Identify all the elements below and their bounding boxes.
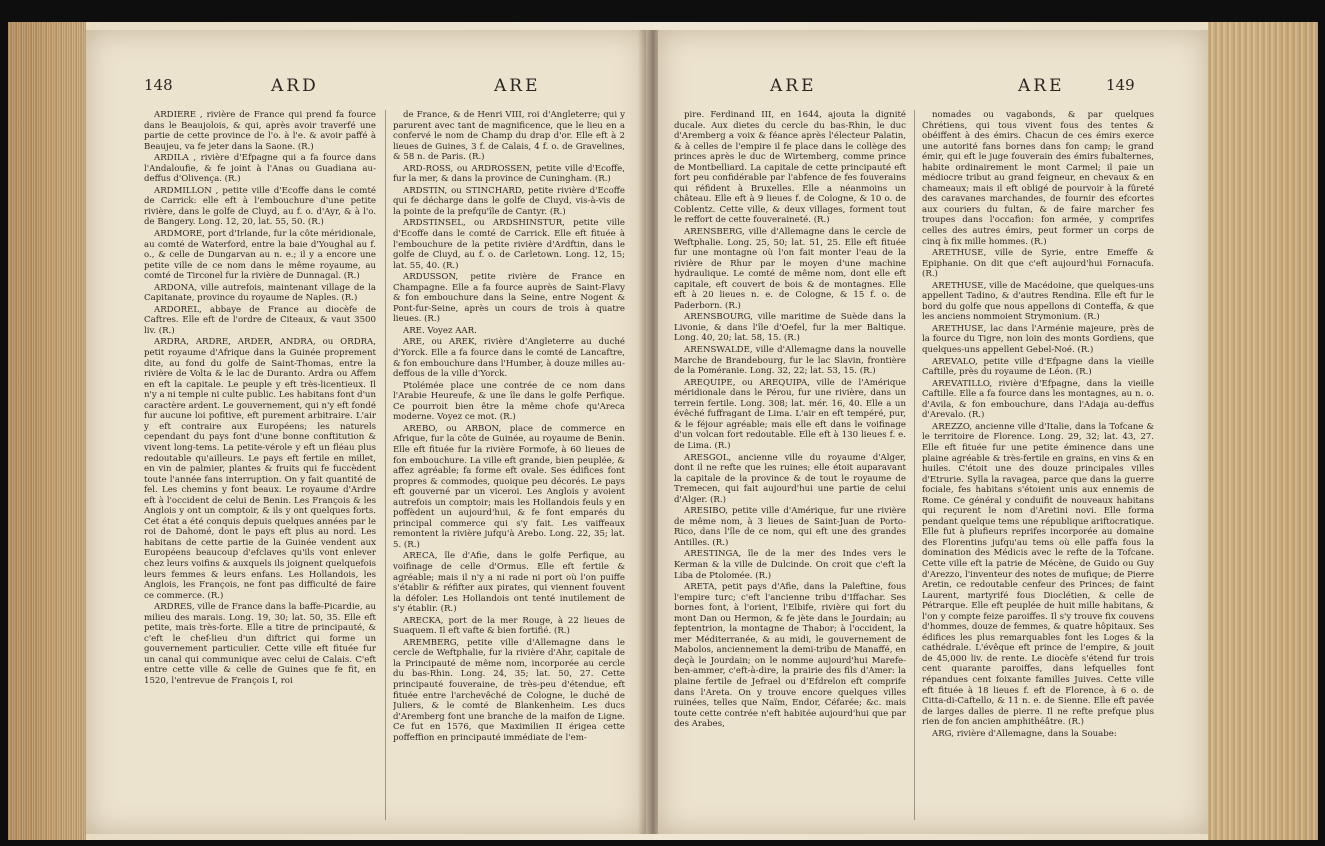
- dictionary-entry: de France, & de Henri VIII, roi d'Angleterre; qui y parurent avec tant de magnificence, que le lieu en a confervé le nom de Champ du drap d'or. Elle eft à 2 lieues de Guines, 3 f. de Calais, 4 f. o. de Gravelines, & 58 n. de Paris. (R.): [393, 110, 625, 163]
- right-page-header: [658, 76, 1208, 98]
- left-page-column-2: [393, 110, 625, 824]
- dictionary-entry: AREBO, ou ARBON, place de commerce en Afrique, fur la côte de Guinée, au royaume de Benin. Elle eft fituée fur la rivière Formofe, à 60 lieues de fon embouchure. La ville eft grande, bien peuplée, & affez agréable; fa forme eft ovale. Ses édifices font propres & commodes, quoique peu décorés. Le pays eft gouverné par un viceroi. Les Anglois y avoient autrefois un comptoir; mais les Hollandois feuls y en poffèdent un aujourd'hui, & fe font emparés du principal commerce qui s'y fait. Les vaiffeaux remontent la rivière jufqu'à Arebo. Long. 22, 35; lat. 5. (R.): [393, 423, 625, 550]
- dictionary-entry: ARESTINGA, île de la mer des Indes vers le Kerman & la ville de Dulcinde. On croit que c'eft la Liba de Ptolomée. (R.): [674, 549, 906, 581]
- dictionary-entry: ARDIERE , rivière de France qui prend fa fource dans le Beaujolois, & qui, après avoir traverfé une partie de cette province de l'o. à l'e. & avoir paffé à Beaujeu, va fe jeter dans la Saone. (R.): [144, 110, 376, 152]
- header-keyword-left: ARE: [770, 76, 817, 96]
- left-page: [86, 30, 646, 834]
- left-page-edges: [8, 22, 86, 840]
- dictionary-entry: ARECA, île d'Afie, dans le golfe Perfique, au voifinage de celle d'Ormus. Elle eft fertile & agréable; mais il n'y a ni rade ni port où l'on puiffe s'établir & réfifter aux pirates, qui viennent fouvent la défoler. Les Hollandois ont tenté inutilement de s'y établir. (R.): [393, 551, 625, 615]
- column-rule: [914, 110, 915, 820]
- dictionary-entry: AREVALO, petite ville d'Efpagne dans la vieille Caftille, près du royaume de Léon. (R.): [922, 356, 1154, 378]
- dictionary-entry: ARD-ROSS, ou ARDROSSEN, petite ville d'Ecoffe, fur la mer, & dans la province de Cuningham. (R.): [393, 163, 625, 185]
- dictionary-entry: ARETHUSE, ville de Syrie, entre Emeffe & Epiphanie. On dit que c'eft aujourd'hui Fornacufa. (R.): [922, 248, 1154, 280]
- dictionary-entry: ARETA, petit pays d'Afie, dans la Paleftine, fous l'empire turc; c'eft l'ancienne tribu d'Iffachar. Ses bornes font, à l'orient, l'Elbife, rivière qui fort du mont Dan ou Hermon, & fe jète dans le Jourdain; au feptentrion, la montagne de Thabor; à l'occident, la mer Méditerranée, & au midi, le gouvernement de Mabolos, anciennement la demi-tribu de Manaffé, en deçà le Jourdain; on le nomme aujourd'hui Marefe-ben-ammer, c'eft-à-dire, la prairie des fils d'Amer: la plaine fertile de Jefrael ou d'Efdrelon eft comprife dans l'Areta. On y trouve encore quelques villes ruinées, telles que Naïm, Endor, Céfarée; &c. mais toute cette contrée n'eft habitée aujourd'hui que par des Arabes,: [674, 582, 906, 730]
- dictionary-entry: ARDSTIN, ou STINCHARD, petite rivière d'Ecoffe qui fe décharge dans le golfe de Cluyd, vis-à-vis de la pointe de la prefqu'île de Cantyr. (R.): [393, 185, 625, 217]
- dictionary-entry: AREQUIPE, ou AREQUIPA, ville de l'Amérique méridionale dans le Pérou, fur une rivière, dans un terrein fertile. Long. 308; lat. mér. 16, 40. Elle a un évêché fuffragant de Lima. L'air en eft tempéré, pur, & le féjour agréable; mais elle eft dans le voifinage d'un volcan fort redoutable. Elle eft à 130 lieues f. e. de Lima. (R.): [674, 377, 906, 451]
- dictionary-entry: ARDSTINSEL, ou ARDSHINSTUR, petite ville d'Ecoffe dans le comté de Carrick. Elle eft fituée à l'embouchure de la petite rivière d'Ardftin, dans le golfe de Cluyd, au f. o. de Carletown. Long. 12, 15; lat. 55, 40. (R.): [393, 218, 625, 271]
- left-page-header: [86, 76, 646, 98]
- open-book: [8, 22, 1318, 840]
- right-page-column-1: [674, 110, 906, 824]
- right-page-edges: [1208, 22, 1318, 840]
- dictionary-entry: ARDMILLON , petite ville d'Ecoffe dans le comté de Carrick: elle eft à l'embouchure d'une petite rivière, dans le golfe de Cluyd, au f. o. d'Ayr, & à l'o. de Bangery. Long. 12, 20, lat. 55, 50. (R.): [144, 185, 376, 228]
- dictionary-entry: ARESGOL, ancienne ville du royaume d'Alger, dont il ne refte que les ruines; elle étoit auparavant la capitale de la province & de tout le royaume de Tremecen, qui fait aujourd'hui une partie de celui d'Alger. (R.): [674, 452, 906, 505]
- dictionary-entry: ARETHUSE, lac dans l'Arménie majeure, près de la fource du Tigre, non loin des monts Gordiens, que quelques-uns appellent Gebel-Noé. (R.): [922, 323, 1154, 356]
- dictionary-entry: ARE, ou AREK, rivière d'Angleterre au duché d'Yorck. Elle a fa fource dans le comté de Lancaftre, & fon embouchure dans l'Humber, à douze milles au-deffous de la ville d'Yorck.: [393, 337, 625, 380]
- dictionary-entry: AREVATILLO, rivière d'Efpagne, dans la vieille Caftille. Elle a fa fource dans les montagnes, au n. o. d'Avila, & fon embouchure, dans l'Adaja au-deffus d'Arevalo. (R.): [922, 378, 1154, 421]
- dictionary-entry: ARENSBOURG, ville maritime de Suède dans la Livonie, & dans l'île d'Oefel, fur la mer Baltique. Long. 40, 20; lat. 58, 15. (R.): [674, 312, 906, 344]
- dictionary-entry: ARENSWALDE, ville d'Allemagne dans la nouvelle Marche de Brandebourg, fur le lac Slavin, frontière de la Poméranie. Long. 32, 22; lat. 53, 15. (R.): [674, 345, 906, 377]
- dictionary-entry: ARETHUSE, ville de Macédoine, que quelques-uns appellent Tadino, & d'autres Rendina. Elle eft fur le bord du golfe que nous appellons di Conteffa, & que les anciens nommoient Strymonium. (R.): [922, 280, 1154, 323]
- left-page-column-1: [144, 110, 376, 824]
- header-keyword-right: ARE: [1018, 76, 1065, 96]
- right-page: [658, 30, 1208, 834]
- dictionary-entry: ARDOREL, abbaye de France au diocèfe de Caftres. Elle eft de l'ordre de Citeaux, & vaut 3500 liv. (R.): [144, 304, 376, 336]
- header-keyword-right: ARE: [494, 76, 541, 96]
- dictionary-entry: nomades ou vagabonds, & par quelques Chrétiens, qui tous vivent fous des tentes & obéiffent à des émirs. Chacun de ces émirs exerce une autorité fans bornes dans fon camp; le grand émir, qui eft le juge fouverain des émirs fubalternes, habite ordinairement le mont Carmel; il paie un médiocre tribut au grand feigneur, en chevaux & en chameaux; mais il eft obligé de pourvoir à la fûreté des caravanes marchandes, de fournir des efcortes aux couriers du fultan, & de faire marcher fes troupes dans l'occafion: fon armée, y comprifes celles des autres émirs, peut former un corps de cinq à fix mille hommes. (R.): [922, 110, 1154, 247]
- dictionary-entry: ARDMORE, port d'Irlande, fur la côte méridionale, au comté de Waterford, entre la baie d'Youghal au f. o., & celle de Dungarvan au n. e.; il y a encore une petite ville de ce nom dans le même royaume, au comté de Tirconel fur la rivière de Dunnagal. (R.): [144, 229, 376, 282]
- dictionary-entry: ARENSBERG, ville d'Allemagne dans le cercle de Weftphalie. Long. 25, 50; lat. 51, 25. Elle eft fituée fur une montagne où l'on fait monter l'eau de la rivière de Rhur par le moyen d'une machine hydraulique. Le comté de même nom, dont elle eft capitale, eft couvert de bois & de montagnes. Elle eft à 20 lieues n. e. de Cologne, & 15 f. o. de Paderborn. (R.): [674, 227, 906, 311]
- column-rule: [385, 110, 386, 820]
- dictionary-entry: pire. Ferdinand III, en 1644, ajouta la dignité ducale. Aux dietes du cercle du bas-Rhin, le duc d'Aremberg a voix & féance après l'électeur Palatin, & à celles de l'empire il fe place dans le collège des princes après le duc de Wirtemberg, comme prince de Montbelliard. La capitale de cette principauté eft fort peu confidérable par l'abfence de fes fouverains qui réfident à Bruxelles. Elle a néanmoins un château. Elle eft à 9 lieues f. de Cologne, & 10 o. de Coblentz. Cette ville, & deux villages, forment tout le reffort de cette fouveraineté. (R.): [674, 110, 906, 226]
- dictionary-entry: ARDRES, ville de France dans la baffe-Picardie, au milieu des marais. Long. 19, 30; lat. 50, 35. Elle eft petite, mais très-forte. Elle a titre de principauté, & c'eft le chef-lieu d'un diftrict qui forme un gouvernement particulier. Cette ville eft fituée fur un canal qui communique avec celui de Calais. C'eft entre cette ville & celle de Guines que fe fit, en 1520, l'entrevue de François I, roi: [144, 602, 376, 686]
- page-number: 148: [144, 76, 173, 94]
- dictionary-entry: ARDILA , rivière d'Efpagne qui a fa fource dans l'Andaloufie, & fe joint à l'Anas ou Guadiana au-deffus d'Olivença. (R.): [144, 153, 376, 185]
- dictionary-entry: ARDUSSON, petite rivière de France en Champagne. Elle a fa fource auprès de Saint-Flavy & fon embouchure dans la Seine, entre Nogent & Pont-fur-Seine, après un cours de trois à quatre lieues. (R.): [393, 272, 625, 325]
- header-keyword-left: ARD: [271, 76, 319, 96]
- right-page-column-2: [922, 110, 1154, 824]
- dictionary-entry: Ptolémée place une contrée de ce nom dans l'Arabie Heureufe, & une île dans le golfe Perfique. Ce pourroit bien être la même chofe qu'Areca moderne. Voyez ce mot. (R.): [393, 380, 625, 423]
- dictionary-entry: ARE. Voyez AAR.: [403, 325, 477, 336]
- dictionary-entry: ARECKA, port de la mer Rouge, à 22 lieues de Suaquem. Il eft vafte & bien fortifié. (R.): [393, 615, 625, 637]
- page-number: 149: [1106, 76, 1135, 94]
- dictionary-entry: AREMBERG, petite ville d'Allemagne dans le cercle de Weftphalie, fur la rivière d'Ahr, capitale de la Principauté de même nom, incorporée au cercle du bas-Rhin. Long. 24, 35; lat. 50, 27. Cette principauté fouveraine, de très-peu d'étendue, eft fituée entre l'archevêché de Cologne, le duché de Juliers, & le comté de Blankenheim. Les ducs d'Aremberg font une branche de la maifon de Ligne. Ce fut en 1576, que Maximilien II érigea cette poffeffion en principauté immédiate de l'em-: [393, 637, 625, 743]
- dictionary-entry: ARG, rivière d'Allemagne, dans la Souabe:: [932, 728, 1117, 739]
- dictionary-entry: AREZZO, ancienne ville d'Italie, dans la Tofcane & le territoire de Florence. Long. 29, 32; lat. 43, 27. Elle eft fituée fur une petite éminence dans une plaine agréable & très-fertile en grains, en vins & en huiles. C'étoit une des douze principales villes d'Etrurie. Sylla la ravagea, parce que dans la guerre fociale, fes habitans s'étoient unis aux ennemis de Rome. Ce général y conduifit de nouveaux habitans qui reçurent le nom d'Aretini novi. Elle forma pendant quelque tems une république ariftocratique. Elle fut à plufieurs reprifes incorporée au domaine des Florentins jufqu'au tems où elle paffa fous la domination des Médicis avec le refte de la Tofcane. Cette ville eft la patrie de Mécène, de Guido ou Guy d'Arezzo, l'inventeur des notes de mufique; de Pierre Aretin, ce redoutable cenfeur des Princes; de faint Laurent, martyrifé fous Dioclétien, & celle de Pétrarque. Elle eft peuplée de huit mille habitans, & l'on y compte feize paroiffes. Il s'y trouve fix couvens d'hommes, douze de femmes, & quatre hôpitaux. Ses édifices les plus remarquables font les Loges & la cathédrale. L'évêque eft prince de l'empire, & jouit de 45,000 liv. de rente. Le diocèfe s'étend fur trois cent quarante paroiffes, dans lefquelles font répandues cent foixante familles Juives. Cette ville eft fituée à 18 lieues f. eft de Florence, à 6 o. de Citta-di-Caftello, & 11 n. e. de Sienne. Elle eft pavée de larges dalles de pierre. Il ne refte prefque plus rien de fon ancien amphithéâtre. (R.): [922, 421, 1154, 728]
- dictionary-entry: ARDONA, ville autrefois, maintenant village de la Capitanate, province du royaume de Naples. (R.): [144, 282, 376, 304]
- dictionary-entry: ARDRA, ARDRE, ARDER, ANDRA, ou ORDRA, petit royaume d'Afrique dans la Guinée proprement dite, au fond du golfe de Saint-Thomas, entre la rivière de Volta & le lac de Duranto. Ardra ou Affem en eft la capitale. Le peuple y eft très-licentieux. Il n'y a ni temple ni culte public. Les habitans font d'un caractère ardent. Le gouvernement, qui n'y eft fondé fur aucune loi pofitive, eft purement arbitraire. L'air y eft contraire aux Européens; les naturels cependant du pays font d'une bonne conftitution & vivent long-tems. La petite-vérole y eft un fléau plus redoutable qu'ailleurs. Le pays eft fertile en millet, en vin de palmier, plantes & fruits qui fe fuccèdent toute l'année fans interruption. On y fait quantité de fel. Les chemins y font beaux. Le royaume d'Ardre eft à l'occident de celui de Benin. Les François & les Anglois y ont un comptoir, & ils y ont quelques forts. Cet état a été conquis depuis quelques années par le roi de Dahomé, dont le pays eft plus au nord. Les habitans de cette partie de la Guinée vendent aux Européens beaucoup d'efclaves qu'ils vont enlever chez leurs voifins & auxquels ils joignent quelquefois leurs femmes & leurs enfans. Les Hollandois, les Anglois, les François, ne font pas difficulté de faire ce commerce. (R.): [144, 337, 376, 601]
- dictionary-entry: ARESIBO, petite ville d'Amérique, fur une rivière de même nom, à 3 lieues de Saint-Juan de Porto-Rico, dans l'île de ce nom, qui eft une des grandes Antilles. (R.): [674, 506, 906, 548]
